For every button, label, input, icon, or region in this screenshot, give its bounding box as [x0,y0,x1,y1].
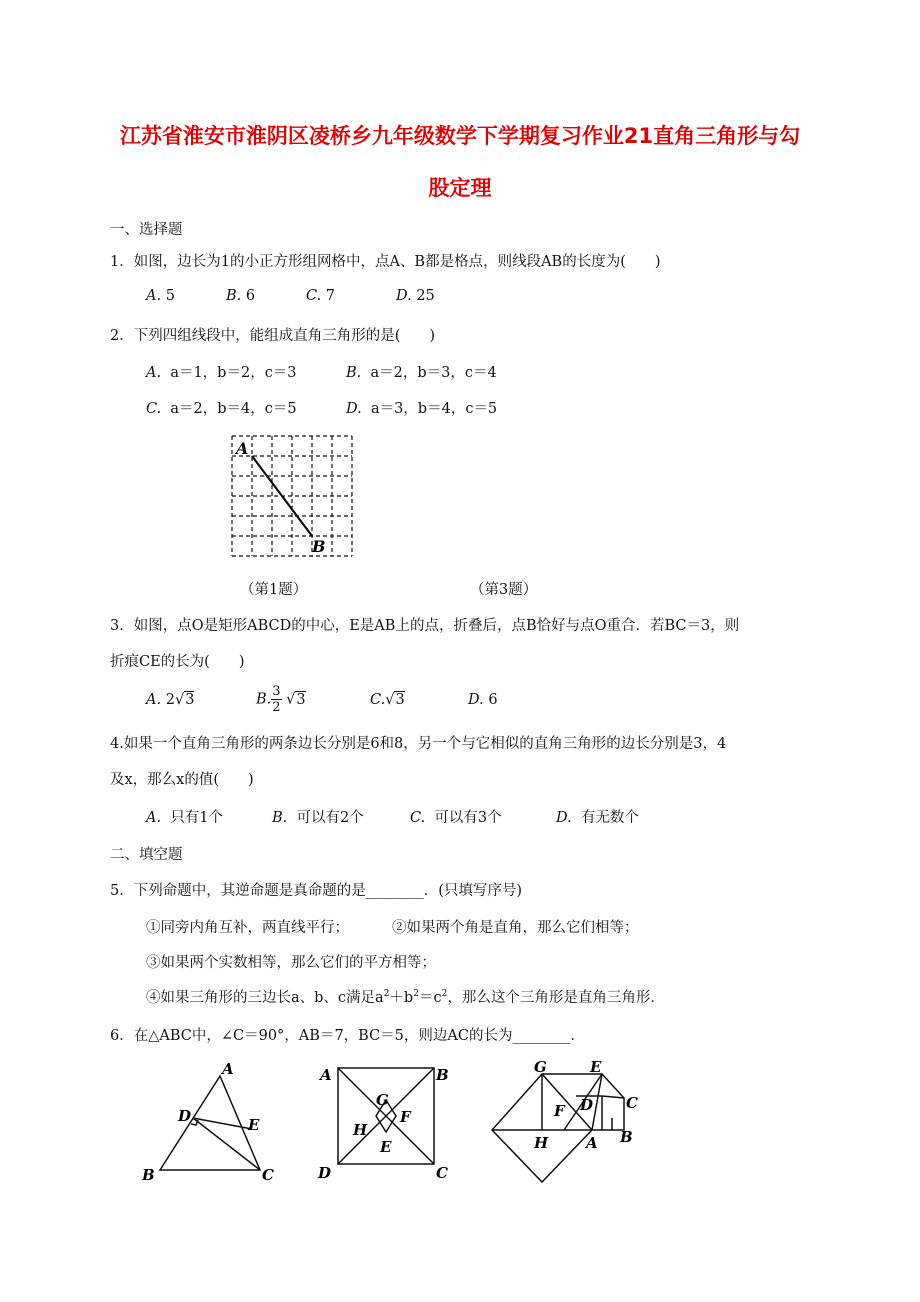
q2-option-d: D. a＝3，b＝4，c＝5 [346,401,498,417]
question-5-text: 5．下列命题中，其逆命题是真命题的是________．(只填写序号) [110,883,523,899]
question-4-text-line-2: 及x，那么x的值( ) [110,772,254,788]
q5-item-2: ②如果两个角是直角，那么它们相等； [392,920,639,936]
py-label-g: G [534,1058,547,1076]
tri-label-a: A [222,1060,234,1078]
section-heading-fill: 二、填空题 [110,847,183,863]
label-point-b: B [312,537,326,556]
grid-lines [232,436,352,556]
question-3-text-line-1: 3．如图，点O是矩形ABCD的中心，E是AB上的点，折叠后，点B恰好与点O重合．若BC＝3，则 [110,618,740,634]
figure-square-abcd [316,1060,466,1185]
figure-1-grid [228,432,358,562]
py-label-f: F [554,1102,565,1120]
figure-triangle-abc [140,1058,290,1188]
q4-option-d: D. 有无数个 [556,810,639,826]
py-label-e: E [590,1058,602,1076]
tri-label-d: D [178,1107,192,1125]
tri-label-b: B [142,1166,155,1184]
question-3-text-line-2: 折痕CE的长为( ) [110,654,245,670]
sq-label-a: A [320,1066,332,1084]
sq-label-h: H [353,1121,368,1139]
figure-1-caption: （第1题） [240,582,308,598]
q5-item-4: ④如果三角形的三边长a、b、c满足$a^2+b^2=c^2$，那么这个三角形是直角三角形． [146,989,665,1006]
tri-label-c: C [262,1166,274,1184]
q2-option-c: C. a＝2，b＝4，c＝5 [146,401,297,417]
q1-option-a: A. 5 [146,288,175,304]
q3-option-a: A. 2√3 [146,692,195,708]
document-title-line-2: 股定理 [428,176,492,200]
section-heading-choice: 一、选择题 [110,222,183,238]
py-label-d: D [580,1096,594,1114]
q3-option-b: B. $\frac{3}{2}$ √3 [256,684,306,715]
label-point-a: A [236,439,249,458]
sq-label-e: E [380,1138,392,1156]
q4-option-a: A. 只有1个 [146,810,224,826]
question-2-text: 2．下列四组线段中，能组成直角三角形的是( ) [110,328,436,344]
q2-option-b: B. a＝2，b＝3，c＝4 [346,365,497,381]
question-4-text-line-1: 4.如果一个直角三角形的两条边长分别是6和8，另一个与它相似的直角三角形的边长分别是3，4 [110,736,727,752]
sq-label-g: G [376,1091,389,1109]
q3-option-d: D. 6 [468,692,498,708]
q2-option-a: A. a＝1，b＝2，c＝3 [146,365,297,381]
py-label-c: C [626,1094,638,1112]
figure-3-caption: （第3题） [470,582,538,598]
tri-label-e: E [248,1116,260,1134]
q1-option-b: B. 6 [226,288,256,304]
q4-option-b: B. 可以有2个 [272,810,364,826]
q3-option-c: C.√3 [370,692,405,708]
question-1-text: 1．如图，边长为1的小正方形组网格中，点A、B都是格点，则线段AB的长度为( ) [110,254,661,270]
py-label-a: A [586,1134,598,1152]
q4-option-c: C. 可以有3个 [410,810,502,826]
q5-item-3: ③如果两个实数相等，那么它们的平方相等； [146,955,436,971]
q5-item-1: ①同旁内角互补，两直线平行； [146,920,349,936]
sq-label-b: B [436,1066,449,1084]
document-title-line-1: 江苏省淮安市淮阴区凌桥乡九年级数学下学期复习作业21直角三角形与勾 [119,124,801,148]
q1-option-c: C. 7 [306,288,336,304]
sq-label-f: F [400,1108,411,1126]
sq-label-c: C [436,1164,448,1182]
py-label-b: B [620,1128,633,1146]
figure-pythagoras [484,1058,654,1188]
py-label-h: H [534,1134,549,1152]
q1-option-d: D. 25 [396,288,435,304]
sq-label-d: D [318,1164,332,1182]
question-6-text: 6．在△ABC中，∠C＝90°，AB＝7，BC＝5，则边AC的长为________． [110,1028,585,1044]
